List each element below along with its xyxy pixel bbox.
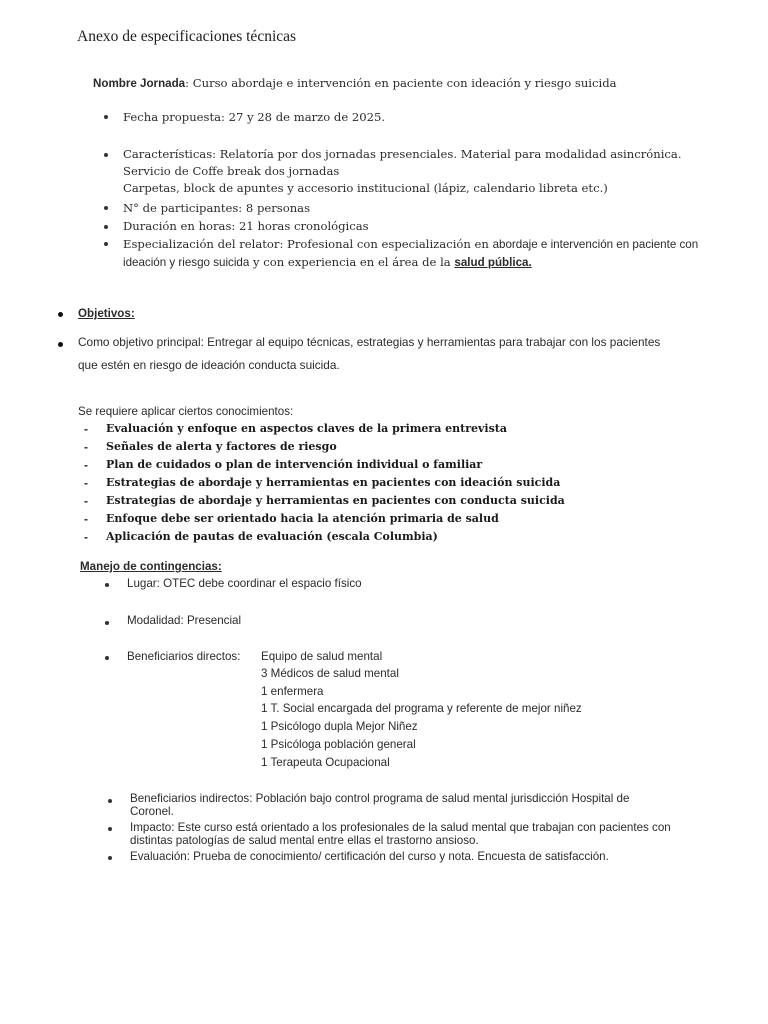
beneficiario-item: 3 Médicos de salud mental xyxy=(261,667,399,680)
dash-icon: - xyxy=(84,494,88,508)
caracteristicas-line-1: Características: Relatoría por dos jornadas presenciales. Material para modalidad asincrónica. xyxy=(123,147,682,161)
beneficiario-item: 1 Psicólogo dupla Mejor Niñez xyxy=(261,720,418,733)
participantes: N° de participantes: 8 personas xyxy=(123,201,311,215)
bullet-icon xyxy=(104,153,108,157)
impacto-line-2: distintas patologías de salud mental entre ellas el trastorno ansioso. xyxy=(130,834,479,847)
conocimiento-item: Plan de cuidados o plan de intervención individual o familiar xyxy=(106,458,483,471)
bullet-icon xyxy=(104,225,108,229)
especializacion-text-2: y con experiencia en el área de la xyxy=(249,255,455,269)
caracteristicas-line-2: Servicio de Coffe break dos jornadas xyxy=(123,164,340,178)
dash-icon: - xyxy=(84,458,88,472)
fecha-propuesta: Fecha propuesta: 27 y 28 de marzo de 2025. xyxy=(123,110,386,124)
beneficiarios-directos-label: Beneficiarios directos: xyxy=(127,650,241,663)
salud-publica: salud pública. xyxy=(454,256,532,269)
bullet-icon xyxy=(108,827,112,831)
bullet-icon xyxy=(104,206,108,210)
lugar: Lugar: OTEC debe coordinar el espacio físico xyxy=(127,577,362,590)
conocimiento-item: Estrategias de abordaje y herramientas en pacientes con conducta suicida xyxy=(106,494,565,507)
bullet-icon xyxy=(105,656,109,660)
modalidad: Modalidad: Presencial xyxy=(127,614,242,627)
nombre-jornada-value: : Curso abordaje e intervención en paciente con ideación y riesgo suicida xyxy=(185,76,617,90)
objetivos-line-2: que estén en riesgo de ideación conducta suicida. xyxy=(78,358,340,372)
bullet-icon xyxy=(104,115,108,119)
especializacion-emphasis: abordaje e intervención en paciente con xyxy=(492,238,699,251)
especializacion-emphasis-2: ideación y riesgo suicida xyxy=(123,256,250,269)
bullet-icon xyxy=(105,583,109,587)
bullet-icon xyxy=(108,856,112,860)
contingencias-heading: Manejo de contingencias: xyxy=(80,560,222,573)
bullet-icon xyxy=(58,342,63,347)
beneficiario-item: 1 enfermera xyxy=(261,685,324,698)
objetivos-heading: Objetivos: xyxy=(78,307,135,320)
especializacion-line-2 xyxy=(123,255,532,270)
beneficiario-item: 1 Psicóloga población general xyxy=(261,738,416,751)
evaluacion: Evaluación: Prueba de conocimiento/ certificación del curso y nota. Encuesta de satisfacción. xyxy=(130,850,609,863)
dash-icon: - xyxy=(84,422,88,436)
caracteristicas-line-3: Carpetas, block de apuntes y accesorio institucional (lápiz, calendario libreta etc.) xyxy=(123,181,608,195)
bullet-icon xyxy=(58,312,63,317)
conocimiento-item: Estrategias de abordaje y herramientas en pacientes con ideación suicida xyxy=(106,476,561,489)
conocimientos-intro: Se requiere aplicar ciertos conocimientos: xyxy=(78,405,294,418)
bullet-icon xyxy=(104,242,108,246)
beneficiario-item: 1 T. Social encargada del programa y referente de mejor niñez xyxy=(261,702,582,715)
conocimiento-item: Señales de alerta y factores de riesgo xyxy=(106,440,337,453)
beneficiarios-indirectos-line-2: Coronel. xyxy=(130,805,174,818)
dash-icon: - xyxy=(84,440,88,454)
especializacion-line-1 xyxy=(123,237,698,252)
objetivos-line-1: Como objetivo principal: Entregar al equipo técnicas, estrategias y herramientas para trabajar con los pacientes xyxy=(78,335,661,349)
dash-icon: - xyxy=(84,476,88,490)
dash-icon: - xyxy=(84,512,88,526)
conocimiento-item: Enfoque debe ser orientado hacia la atención primaria de salud xyxy=(106,512,499,525)
nombre-jornada xyxy=(93,76,617,91)
impacto-line-1: Impacto: Este curso está orientado a los profesionales de la salud mental que trabajan con pacientes con xyxy=(130,821,671,834)
page-title: Anexo de especificaciones técnicas xyxy=(77,28,297,45)
bullet-icon xyxy=(105,621,109,625)
especializacion-text: Especialización del relator: Profesional con especialización en xyxy=(123,237,493,251)
beneficiarios-indirectos-line-1: Beneficiarios indirectos: Población bajo control programa de salud mental jurisdicción Hospital de xyxy=(130,792,630,805)
beneficiario-item: Equipo de salud mental xyxy=(261,650,383,663)
conocimiento-item: Aplicación de pautas de evaluación (escala Columbia) xyxy=(106,530,438,543)
beneficiario-item: 1 Terapeuta Ocupacional xyxy=(261,756,390,769)
nombre-jornada-label: Nombre Jornada xyxy=(93,77,186,90)
duracion: Duración en horas: 21 horas cronológicas xyxy=(123,219,369,233)
conocimiento-item: Evaluación y enfoque en aspectos claves de la primera entrevista xyxy=(106,422,507,435)
bullet-icon xyxy=(108,799,112,803)
dash-icon: - xyxy=(84,530,88,544)
